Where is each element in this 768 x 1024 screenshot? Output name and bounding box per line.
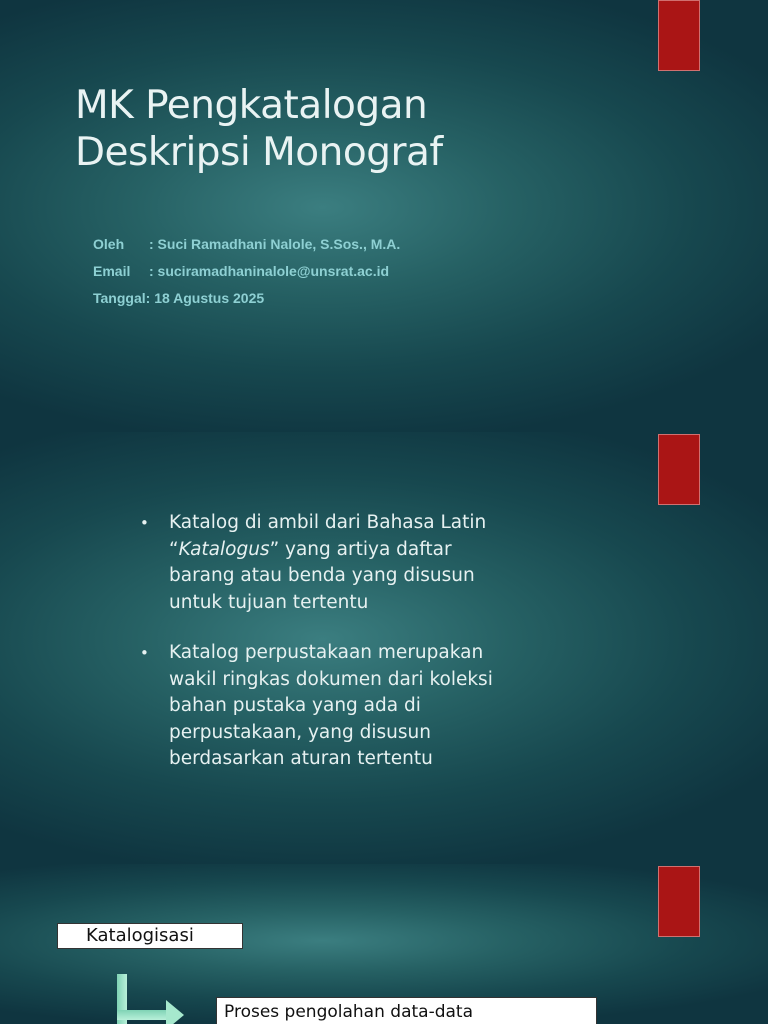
meta-value: : Suci Ramadhani Nalole, S.Sos., M.A. — [149, 236, 401, 252]
bullet-icon: • — [140, 644, 149, 662]
bullet-text-italic: Katalogus — [178, 538, 270, 560]
bullet-list — [140, 510, 510, 797]
bullet-text: Katalog perpustakaan merupakan wakil ringkas dokumen dari koleksi bahan pustaka yang ada di perpustakaan, yang disusun berdasarkan aturan tertentu — [169, 642, 493, 769]
title-slide — [0, 0, 768, 432]
title-line-2: Deskripsi Monograf — [75, 130, 443, 175]
process-text-box: Proses pengolahan data-data — [216, 997, 597, 1024]
meta-label: Email — [93, 263, 131, 279]
accent-bar — [658, 866, 700, 937]
title-line-1: MK Pengkatalogan — [75, 83, 428, 128]
accent-bar — [658, 434, 700, 505]
meta-label: Oleh — [93, 236, 125, 252]
katalogisasi-label-box: Katalogisasi — [57, 923, 243, 949]
meta-row-date — [93, 287, 400, 314]
definition-slide — [0, 432, 768, 864]
meta-row-author — [93, 233, 400, 260]
meta-row-email — [93, 260, 400, 287]
bullet-text-end: ” yang artiya daftar barang atau benda yang disusun untuk tujuan tertentu — [169, 538, 475, 613]
list-item — [140, 510, 510, 616]
meta-value: : 18 Agustus 2025 — [145, 290, 265, 306]
meta-label: Tanggal — [93, 290, 146, 306]
slide-title — [75, 82, 635, 176]
arrow-head-icon — [166, 1000, 184, 1024]
meta-value: : suciramadhaninalole@unsrat.ac.id — [149, 263, 390, 279]
author-info — [93, 233, 400, 314]
connector-arrow-icon — [117, 1010, 167, 1020]
bullet-text-start: Katalog di ambil dari Bahasa Latin “ — [169, 512, 487, 560]
cataloging-slide — [0, 864, 768, 1024]
bullet-icon: • — [140, 514, 149, 532]
list-item — [140, 640, 510, 773]
accent-bar — [658, 0, 700, 71]
